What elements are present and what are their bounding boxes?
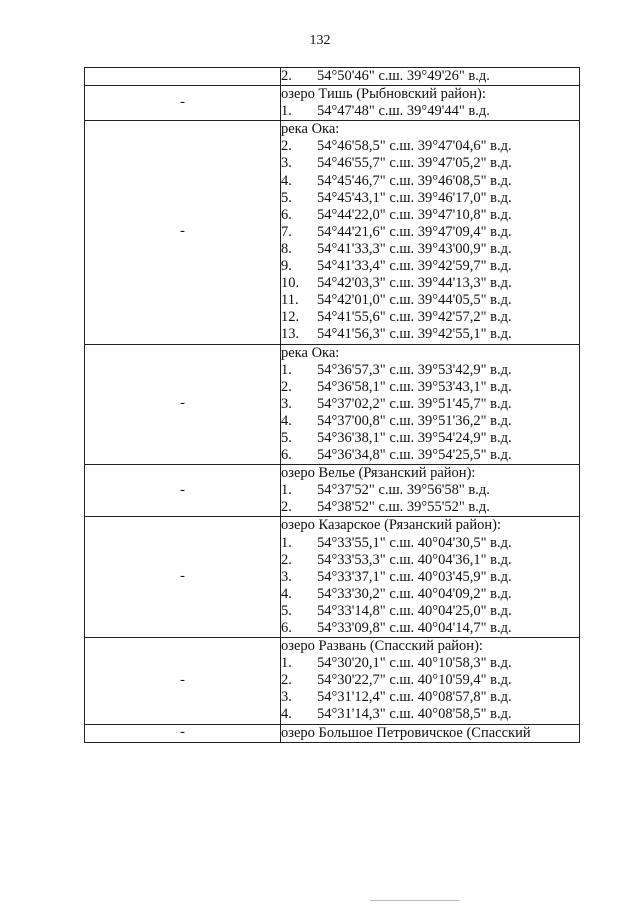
table-row [85, 517, 580, 638]
coordinate-value: 54°33'30,2" с.ш. 40°04'09,2" в.д. [317, 585, 512, 602]
coordinate-number: 1. [281, 534, 292, 551]
coordinate-value: 54°36'34,8" с.ш. 39°54'25,5" в.д. [317, 447, 512, 464]
row-marker-cell [85, 724, 281, 742]
coordinate-number: 1. [281, 361, 292, 378]
coordinate-item [281, 292, 579, 309]
coordinate-item [281, 379, 579, 396]
coordinates-table [84, 67, 580, 743]
coordinate-item [281, 535, 579, 552]
coordinate-item [281, 689, 579, 706]
coordinate-number: 2. [281, 672, 292, 689]
coordinate-number: 2. [281, 378, 292, 395]
coordinate-item [281, 68, 579, 85]
coordinate-number: 4. [281, 412, 292, 429]
row-marker-cell [85, 517, 281, 638]
row-dash: - [180, 223, 185, 240]
coordinate-value: 54°36'58,1" с.ш. 39°53'43,1" в.д. [317, 378, 512, 395]
coordinate-item [281, 173, 579, 190]
coordinate-value: 54°44'21,6" с.ш. 39°47'09,4" в.д. [317, 223, 512, 240]
coordinate-item [281, 569, 579, 586]
coordinate-value: 54°31'12,4" с.ш. 40°08'57,8" в.д. [317, 689, 512, 706]
row-content-cell [281, 638, 580, 724]
water-body-title: озеро Велье (Рязанский район): [281, 465, 476, 482]
coordinate-number: 10. [281, 275, 300, 292]
coordinate-value: 54°30'22,7" с.ш. 40°10'59,4" в.д. [317, 672, 512, 689]
coordinate-item [281, 620, 579, 637]
row-dash: - [180, 671, 185, 688]
coordinate-number: 4. [281, 585, 292, 602]
coordinate-value: 54°36'38,1" с.ш. 39°54'24,9" в.д. [317, 429, 512, 446]
coordinate-number: 4. [281, 706, 292, 723]
row-marker-cell [85, 86, 281, 121]
coordinate-number: 3. [281, 395, 292, 412]
coordinate-value: 54°33'14,8" с.ш. 40°04'25,0" в.д. [317, 602, 512, 619]
coordinate-number: 2. [281, 499, 292, 516]
coordinate-number: 3. [281, 689, 292, 706]
table-row [85, 68, 580, 86]
coordinate-item [281, 258, 579, 275]
row-marker-cell [85, 638, 281, 724]
water-body-title: озеро Большое Петровичское (Спасский [281, 724, 531, 741]
table-row [85, 638, 580, 724]
coordinate-number: 5. [281, 429, 292, 446]
coordinate-value: 54°50'46" с.ш. 39°49'26" в.д. [317, 68, 490, 84]
coordinate-item [281, 326, 579, 343]
row-dash: - [180, 723, 185, 740]
coordinate-value: 54°33'09,8" с.ш. 40°04'14,7" в.д. [317, 620, 512, 636]
coordinate-item [281, 552, 579, 569]
coordinate-value: 54°42'01,0" с.ш. 39°44'05,5" в.д. [317, 292, 512, 309]
row-marker-cell [85, 344, 281, 465]
water-body-title: озеро Тишь (Рыбновский район): [281, 86, 486, 103]
water-body-title: река Ока: [281, 344, 340, 361]
coordinate-number: 8. [281, 240, 292, 257]
coordinate-value: 54°30'20,1" с.ш. 40°10'58,3" в.д. [317, 655, 512, 672]
coordinate-number: 2. [281, 68, 292, 84]
coordinate-value: 54°41'56,3" с.ш. 39°42'55,1" в.д. [317, 326, 512, 343]
coordinate-item [281, 190, 579, 207]
row-dash: - [180, 568, 185, 585]
row-content-cell [281, 68, 580, 86]
coordinate-item [281, 706, 579, 723]
coordinate-number: 7. [281, 223, 292, 240]
coordinate-number: 2. [281, 551, 292, 568]
row-content-cell [281, 724, 580, 742]
coordinate-item [281, 603, 579, 620]
row-dash: - [180, 481, 185, 498]
coordinate-item [281, 309, 579, 326]
coordinate-value: 54°46'58,5" с.ш. 39°47'04,6" в.д. [317, 138, 512, 155]
table-body [85, 68, 580, 743]
row-content-cell [281, 86, 580, 121]
coordinate-number: 6. [281, 620, 292, 636]
row-dash: - [180, 395, 185, 412]
coordinate-item [281, 275, 579, 292]
table-row [85, 86, 580, 121]
table-row [85, 724, 580, 742]
coordinate-value: 54°31'14,3" с.ш. 40°08'58,5" в.д. [317, 706, 512, 723]
table-row [85, 344, 580, 465]
coordinate-number: 5. [281, 602, 292, 619]
coordinate-value: 54°45'43,1" с.ш. 39°46'17,0" в.д. [317, 189, 512, 206]
coordinate-item [281, 499, 579, 516]
coordinate-item [281, 241, 579, 258]
coordinate-value: 54°44'22,0" с.ш. 39°47'10,8" в.д. [317, 206, 512, 223]
row-dash: - [180, 93, 185, 110]
coordinate-item [281, 655, 579, 672]
coordinate-number: 3. [281, 568, 292, 585]
coordinate-number: 5. [281, 189, 292, 206]
coordinate-number: 1. [281, 482, 292, 499]
scan-artifact-line [370, 900, 460, 901]
coordinate-item [281, 413, 579, 430]
coordinate-value: 54°33'53,3" с.ш. 40°04'36,1" в.д. [317, 551, 512, 568]
page-number: 132 [309, 33, 331, 48]
coordinate-item [281, 447, 579, 464]
coordinate-number: 1. [281, 103, 292, 120]
coordinate-item [281, 155, 579, 172]
coordinate-value: 54°37'52" с.ш. 39°56'58" в.д. [317, 482, 490, 499]
water-body-title: озеро Казарское (Рязанский район): [281, 517, 501, 534]
coordinate-item [281, 207, 579, 224]
coordinate-number: 12. [281, 309, 300, 326]
table-row [85, 465, 580, 517]
water-body-title: озеро Развань (Спасский район): [281, 638, 483, 655]
coordinate-number: 3. [281, 155, 292, 172]
row-content-cell [281, 344, 580, 465]
row-marker-cell [85, 68, 281, 86]
row-content-cell [281, 465, 580, 517]
coordinate-item [281, 362, 579, 379]
coordinate-value: 54°37'02,2" с.ш. 39°51'45,7" в.д. [317, 395, 512, 412]
water-body-title: река Ока: [281, 121, 340, 138]
coordinate-number: 9. [281, 258, 292, 275]
coordinate-value: 54°47'48" с.ш. 39°49'44" в.д. [317, 103, 490, 120]
coordinate-item [281, 138, 579, 155]
coordinate-value: 54°33'37,1" с.ш. 40°03'45,9" в.д. [317, 568, 512, 585]
coordinate-value: 54°45'46,7" с.ш. 39°46'08,5" в.д. [317, 172, 512, 189]
coordinate-value: 54°46'55,7" с.ш. 39°47'05,2" в.д. [317, 155, 512, 172]
coordinate-value: 54°33'55,1" с.ш. 40°04'30,5" в.д. [317, 534, 512, 551]
coordinate-number: 1. [281, 655, 292, 672]
coordinate-value: 54°41'33,3" с.ш. 39°43'00,9" в.д. [317, 240, 512, 257]
coordinate-value: 54°42'03,3" с.ш. 39°44'13,3" в.д. [317, 275, 512, 292]
row-marker-cell [85, 121, 281, 344]
coordinate-item [281, 396, 579, 413]
coordinate-number: 2. [281, 138, 292, 155]
coordinate-item [281, 103, 579, 120]
coordinate-number: 6. [281, 447, 292, 464]
coordinate-number: 6. [281, 206, 292, 223]
coordinate-value: 54°41'33,4" с.ш. 39°42'59,7" в.д. [317, 258, 512, 275]
coordinate-item [281, 586, 579, 603]
coordinate-value: 54°38'52" с.ш. 39°55'52" в.д. [317, 499, 490, 516]
coordinate-item [281, 672, 579, 689]
table-row [85, 121, 580, 344]
coordinate-value: 54°37'00,8" с.ш. 39°51'36,2" в.д. [317, 412, 512, 429]
coordinate-item [281, 430, 579, 447]
row-content-cell [281, 121, 580, 344]
coordinate-value: 54°36'57,3" с.ш. 39°53'42,9" в.д. [317, 361, 512, 378]
coordinate-item [281, 224, 579, 241]
coordinate-number: 4. [281, 172, 292, 189]
row-content-cell [281, 517, 580, 638]
row-marker-cell [85, 465, 281, 517]
coordinate-value: 54°41'55,6" с.ш. 39°42'57,2" в.д. [317, 309, 512, 326]
coordinate-item [281, 482, 579, 499]
coordinate-number: 13. [281, 326, 300, 343]
coordinate-number: 11. [281, 292, 299, 309]
